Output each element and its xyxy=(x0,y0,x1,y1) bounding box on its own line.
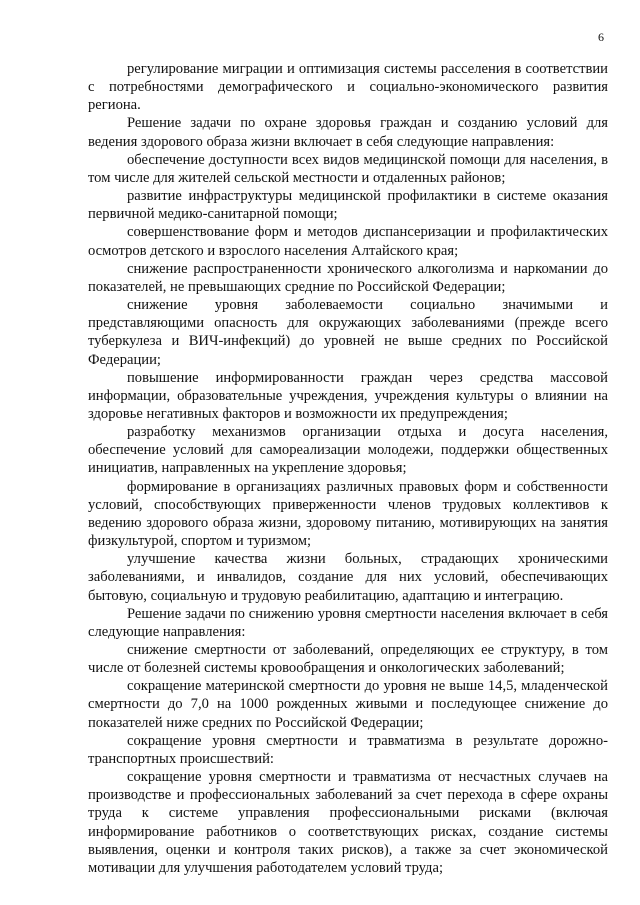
paragraph-leisure-mechanisms: разработку механизмов организации отдыха и досуга населения, обеспечение условий для самореализации молодежи, поддержки общественных инициатив, направленных на укрепление здоровья; xyxy=(88,424,608,477)
paragraph-dispensarization: совершенствование форм и методов диспансеризации и профилактических осмотров детского и взрослого населения Алтайского края; xyxy=(88,224,608,259)
paragraph-medical-access: обеспечение доступности всех видов медицинской помощи для населения, в том числе для жителей сельской местности и отдаленных районов; xyxy=(88,151,608,186)
paragraph-prevention-infrastructure: развитие инфраструктуры медицинской профилактики в системе оказания первичной медико-санитарной помощи; xyxy=(88,188,608,223)
paragraph-disease-mortality: снижение смертности от заболеваний, определяющих ее структуру, в том числе от болезней системы кровообращения и онкологических заболеваний; xyxy=(88,642,608,677)
paragraph-public-awareness: повышение информированности граждан через средства массовой информации, образовательные учреждения, учреждения культуры о влиянии на здоровье негативных факторов и возможности их предупреждения; xyxy=(88,369,608,422)
paragraph-occupational-safety: сокращение уровня смертности и травматизма от несчастных случаев на производстве и профессиональных заболеваний за счет перехода в сфере охраны труда к системе управления профессиональными рисками (включая информирование работников о соответствующих рисках, создание системы выявления, оценки и контроля таких рисков), а также за счет экономической мотивации для улучшения работодателем условий труда; xyxy=(88,769,608,876)
page-number: 6 xyxy=(598,30,604,44)
paragraph-road-accidents: сокращение уровня смертности и травматизма в результате дорожно-транспортных происшествий: xyxy=(88,732,608,767)
paragraph-mortality-task-intro: Решение задачи по снижению уровня смертности населения включает в себя следующие направления: xyxy=(88,605,608,640)
paragraph-health-task-intro: Решение задачи по охране здоровья граждан и созданию условий для ведения здорового образа жизни включает в себя следующие направления: xyxy=(88,115,608,150)
paragraph-maternal-infant-mortality: сокращение материнской смертности до уровня не выше 14,5, младенческой смертности до 7,0 на 1000 рожденных живыми и последующее снижение до показателей ниже средних по Российской Федерации; xyxy=(88,678,608,731)
document-body xyxy=(88,60,608,877)
paragraph-disease-reduction: снижение уровня заболеваемости социально значимыми и представляющими опасность для окружающих заболеваниями (прежде всего туберкулеза и ВИЧ-инфекций) до уровней не выше средних по Российской Федерации; xyxy=(88,297,608,368)
paragraph-workplace-healthy-lifestyle: формирование в организациях различных правовых форм и собственности условий, способствующих приверженности членов трудовых коллективов к ведению здорового образа жизни, здоровому питанию, мотивирующих на занятия физкультурой, спортом и туризмом; xyxy=(88,478,608,550)
paragraph-alcoholism-reduction: снижение распространенности хронического алкоголизма и наркомании до показателей, не превышающих средние по Российской Федерации; xyxy=(88,260,608,295)
paragraph-chronic-patients: улучшение качества жизни больных, страдающих хроническими заболеваниями, и инвалидов, создание для них условий, обеспечивающих бытовую, социальную и трудовую реабилитацию, адаптацию и интеграцию. xyxy=(88,551,608,604)
paragraph-migration-regulation: регулирование миграции и оптимизация системы расселения в соответствии с потребностями демографического и социально-экономического развития региона. xyxy=(88,61,608,114)
